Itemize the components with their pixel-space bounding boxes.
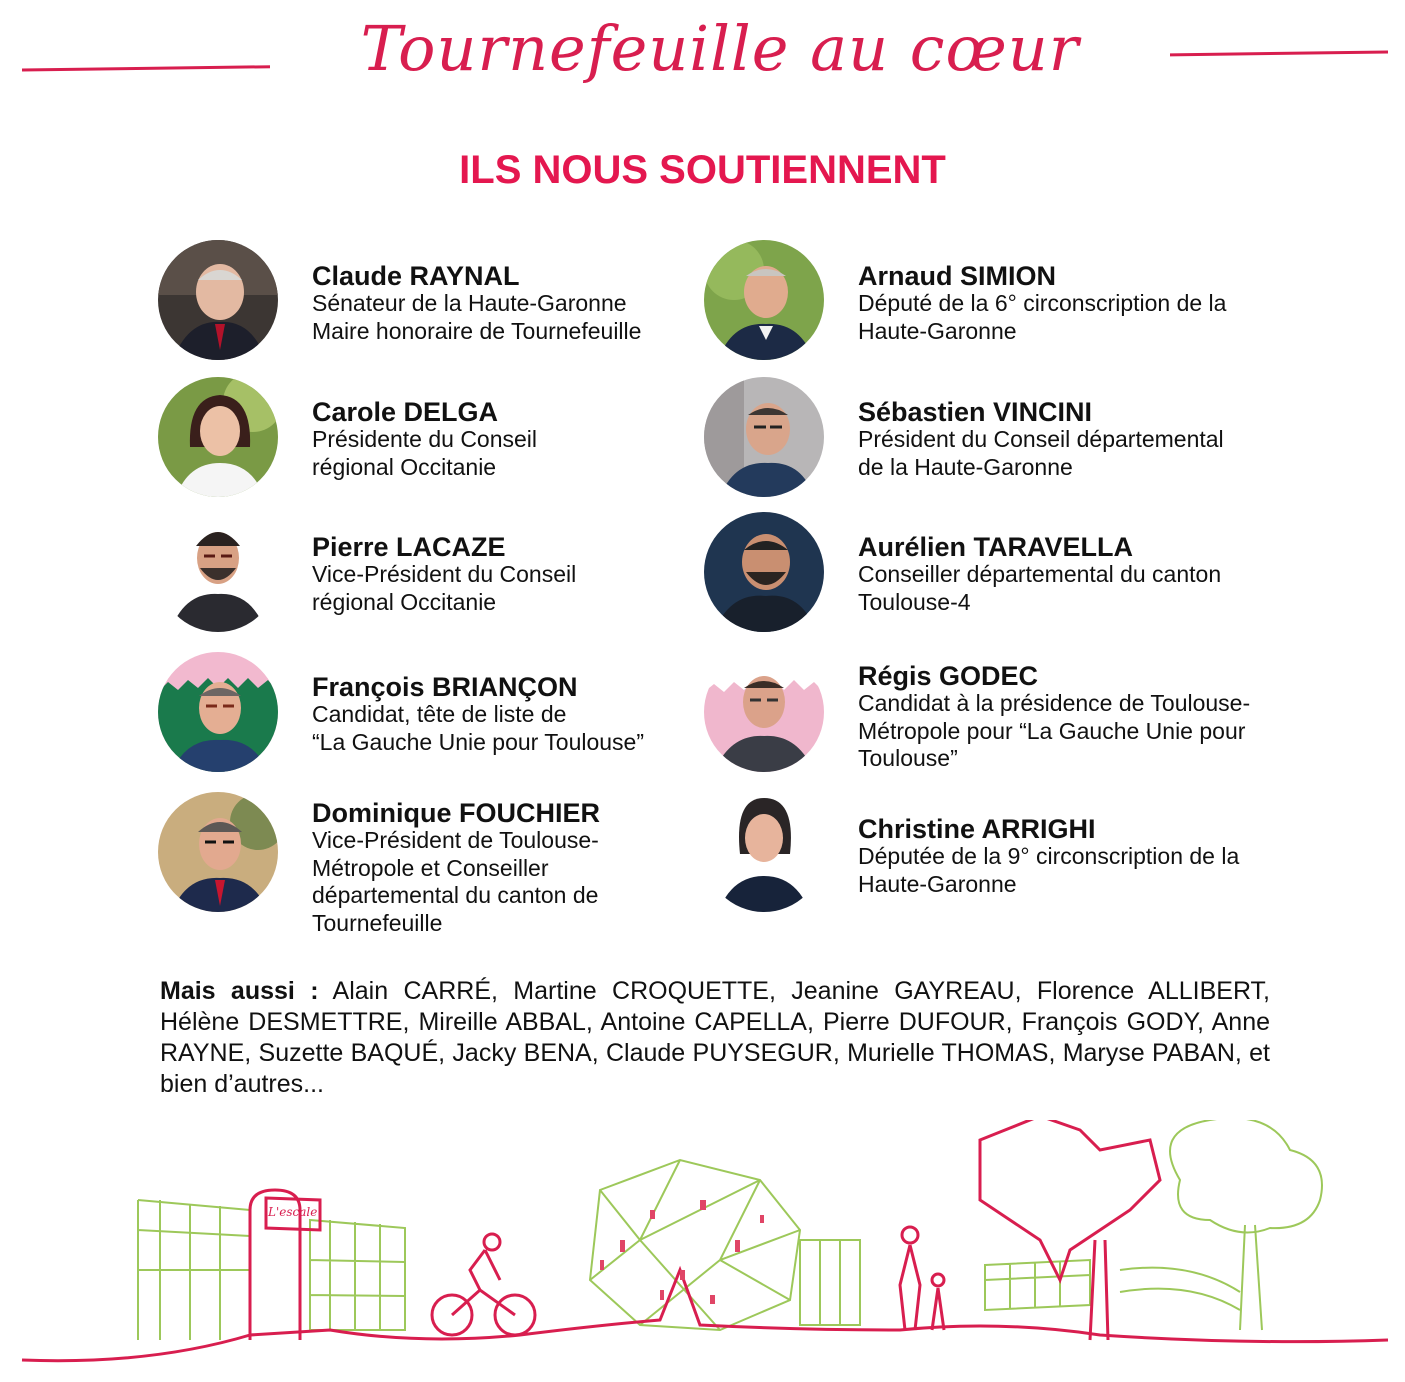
footer-sign: L'escale [268, 1205, 318, 1219]
supporter-role: Sénateur de la Haute-Garonne Maire honoraire de Tournefeuille [312, 290, 642, 344]
avatar [704, 377, 824, 497]
avatar [704, 512, 824, 632]
supporter-role: Vice-Président du Conseil régional Occitanie [312, 561, 577, 615]
supporter-role: Conseiller départemental du canton Toulouse-4 [858, 561, 1222, 615]
supporter-role: Députée de la 9° circonscription de la Haute-Garonne [858, 843, 1240, 897]
supporter-name: Pierre LACAZE [312, 532, 506, 562]
brand-title: Tournefeuille au cœur [270, 4, 1170, 94]
avatar [158, 512, 278, 632]
supporter-name: Christine ARRIGHI [858, 814, 1096, 844]
supporter-role: Candidat, tête de liste de “La Gauche Unie pour Toulouse” [312, 701, 645, 755]
supporter-name: Arnaud SIMION [858, 261, 1057, 291]
supporter-role: Présidente du Conseil régional Occitanie [312, 426, 538, 480]
other-supporters-label: Mais aussi : [160, 977, 319, 1005]
avatar [158, 377, 278, 497]
section-title: ILS NOUS SOUTIENNENT [459, 148, 946, 192]
supporter-name: Aurélien TARAVELLA [858, 532, 1134, 562]
avatar [704, 792, 824, 912]
supporter-role: Candidat à la présidence de Toulouse- Métropole pour “La Gauche Unie pour Toulouse” [858, 690, 1251, 771]
supporter-name: Claude RAYNAL [312, 261, 520, 291]
supporter-name: Carole DELGA [312, 397, 499, 427]
supporter-role: Vice-Président de Toulouse- Métropole et Conseiller départemental du canton de Tournefeuille [312, 827, 599, 936]
other-supporters-list: Alain CARRÉ, Martine CROQUETTE, Jeanine GAYREAU, Florence ALLIBERT, Hélène DESMETTRE, Mireille ABBAL, Antoine CAPELLA, Pierre DUFOUR, François GODY, Anne RAYNE, Suzette BAQUÉ, Jacky BENA, Claude PUYSEGUR, Murielle THOMAS, Maryse PABAN, et bien d’autres... [160, 977, 1270, 1098]
footer-illustration [0, 1120, 1405, 1382]
avatar [158, 652, 278, 772]
avatar [158, 792, 278, 912]
other-supporters [160, 976, 1270, 1100]
supporter-name: Dominique FOUCHIER [312, 798, 600, 828]
supporter-name: Sébastien VINCINI [858, 397, 1093, 427]
avatar [704, 240, 824, 360]
supporter-role: Président du Conseil départemental de la Haute-Garonne [858, 426, 1224, 480]
avatar [158, 240, 278, 360]
avatar [704, 652, 824, 772]
supporter-name: Régis GODEC [858, 661, 1039, 691]
supporter-name: François BRIANÇON [312, 672, 578, 702]
supporter-role: Député de la 6° circonscription de la Haute-Garonne [858, 290, 1227, 344]
